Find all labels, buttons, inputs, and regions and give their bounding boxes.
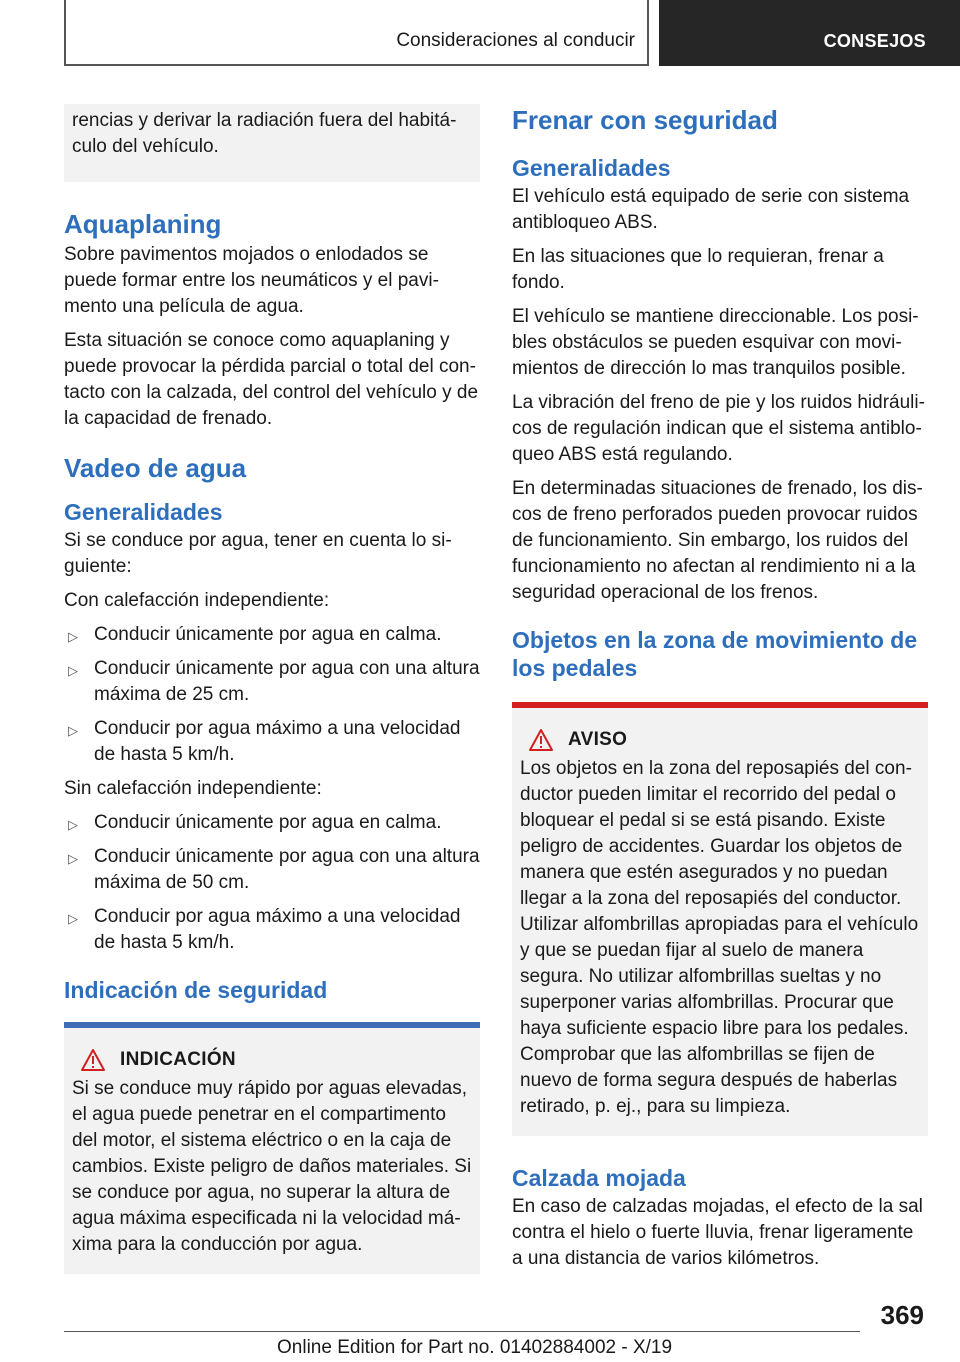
header-section-title: Consideraciones al conducir [396,30,635,51]
warning-triangle-icon [80,1048,106,1072]
subheading-braking-generalidades: Generalidades [512,155,671,181]
list-item: ▷ Conducir por agua máximo a una velocidad de hasta 5 km/h. [68,718,461,765]
triangle-bullet-icon: ▷ [68,851,78,866]
heading-aquaplaning: Aquaplaning [64,209,222,239]
list-item: ▷ Conducir únicamente por agua en calma. [64,810,480,836]
footer-divider [64,1331,860,1332]
triangle-bullet-icon: ▷ [68,663,78,678]
heading-wet-road: Calzada mojada [512,1165,686,1191]
warning-triangle-icon [528,728,554,752]
braking-paragraph: En las situaciones que lo requieran, frenar a fondo. [512,246,884,293]
vadeo-intro: Si se conduce por agua, tener en cuenta lo siguiente: [64,530,452,577]
warning-header [520,728,920,752]
triangle-bullet-icon: ▷ [68,723,78,738]
notice-text: Si se conduce muy rápido por aguas elevadas, el agua puede penetrar en el compartimento del motor, el sistema eléctrico o en la caja de cambios. Existe peligro de daños materiales. Si se conduce por agua, no superar la altura de agua máxima especificada ni la velocidad máxima para la conducción por agua. [72,1078,472,1255]
list-item: ▷ Conducir únicamente por agua con una altura máxima de 50 cm. [68,846,480,893]
aquaplaning-paragraph-1: Sobre pavimentos mojados o enlodados se puede formar entre los neumáticos y el pavimento una película de agua. [64,244,439,317]
warning-label: AVISO [568,729,628,750]
heading-braking: Frenar con seguridad [512,105,778,135]
without-heating-list [64,810,480,956]
heading-vadeo: Vadeo de agua [64,453,247,483]
list-item: ▷ Conducir por agua máximo a una velocidad de hasta 5 km/h. [68,906,461,953]
list-item: ▷ Conducir únicamente por agua en calma. [64,622,480,648]
list-item: ▷ Conducir únicamente por agua con una altura máxima de 25 cm. [68,658,480,705]
braking-paragraph: El vehículo está equipado de serie con sistema antibloqueo ABS. [512,186,910,233]
continued-text: rencias y derivar la radiación fuera del habitáculo del vehículo. [72,110,457,157]
page-number: 369 [880,1300,924,1330]
braking-paragraph: En determinadas situaciones de frenado, los discos de freno perforados pueden provocar ruidos de funcionamiento. Sin embargo, los ruidos del funcionamiento no afectan al rendimiento ni a la seguridad operacional de los frenos. [512,478,923,603]
subheading-vadeo-generalidades: Generalidades [64,499,223,525]
triangle-bullet-icon: ▷ [68,911,78,926]
notice-header [72,1048,472,1072]
warning-text: Los objetos en la zona del reposapiés del conductor pueden limitar el recorrido del pedal o bloquear el pedal si se está pisando. Existe peligro de accidentes. Guardar los objetos de manera que estén asegurados y no puedan llegar a la zona del reposapiés del conductor. Utilizar alfombrillas apropiadas para el vehículo y que se puedan fijar al suelo de manera segura. No utilizar alfombrillas sueltas y no superponer varias alfombrillas. Procurar que haya suficiente espacio libre para los pedales. Comprobar que las alfombrillas se fijen de nuevo de forma segura después de haberlas retirado, p. ej., para su limpieza. [520,758,919,1117]
header-section-box [64,0,649,66]
braking-paragraph: El vehículo se mantiene direccionable. Los posibles obstáculos se pueden esquivar con movimientos de dirección lo mas tranquilos posible. [512,306,919,379]
header-chapter-title: CONSEJOS [823,31,926,51]
safety-notice-box [64,1028,480,1274]
left-column [64,104,480,1274]
heading-safety: Indicación de seguridad [64,977,328,1003]
right-column [512,104,928,1280]
continued-notice-box [64,104,480,182]
pedals-warning-box [512,708,928,1136]
triangle-bullet-icon: ▷ [68,817,78,832]
vadeo-with-heating: Con calefacción independiente: [64,590,330,611]
aquaplaning-paragraph-2: Esta situación se conoce como aquaplaning y puede provocar la pérdida parcial o total del contacto con la calzada, del control del vehículo y de la capacidad de frenado. [64,330,479,429]
with-heating-list [64,622,480,768]
triangle-bullet-icon: ▷ [68,629,78,644]
braking-paragraph: La vibración del freno de pie y los ruidos hidráulicos de regulación indican que el sistema antibloqueo ABS está regulando. [512,392,925,465]
footer-edition: Online Edition for Part no. 01402884002 - X/19 [277,1337,673,1358]
heading-pedals: Objetos en la zona de movimiento de los pedales [512,627,918,681]
notice-label: INDICACIÓN [120,1049,236,1070]
vadeo-without-heating: Sin calefacción independiente: [64,778,322,799]
header-chapter-tab[interactable] [659,0,960,66]
wet-road-text: En caso de calzadas mojadas, el efecto de la sal contra el hielo o fuerte lluvia, frenar ligeramente a una distancia de varios kilómetros. [512,1196,923,1269]
